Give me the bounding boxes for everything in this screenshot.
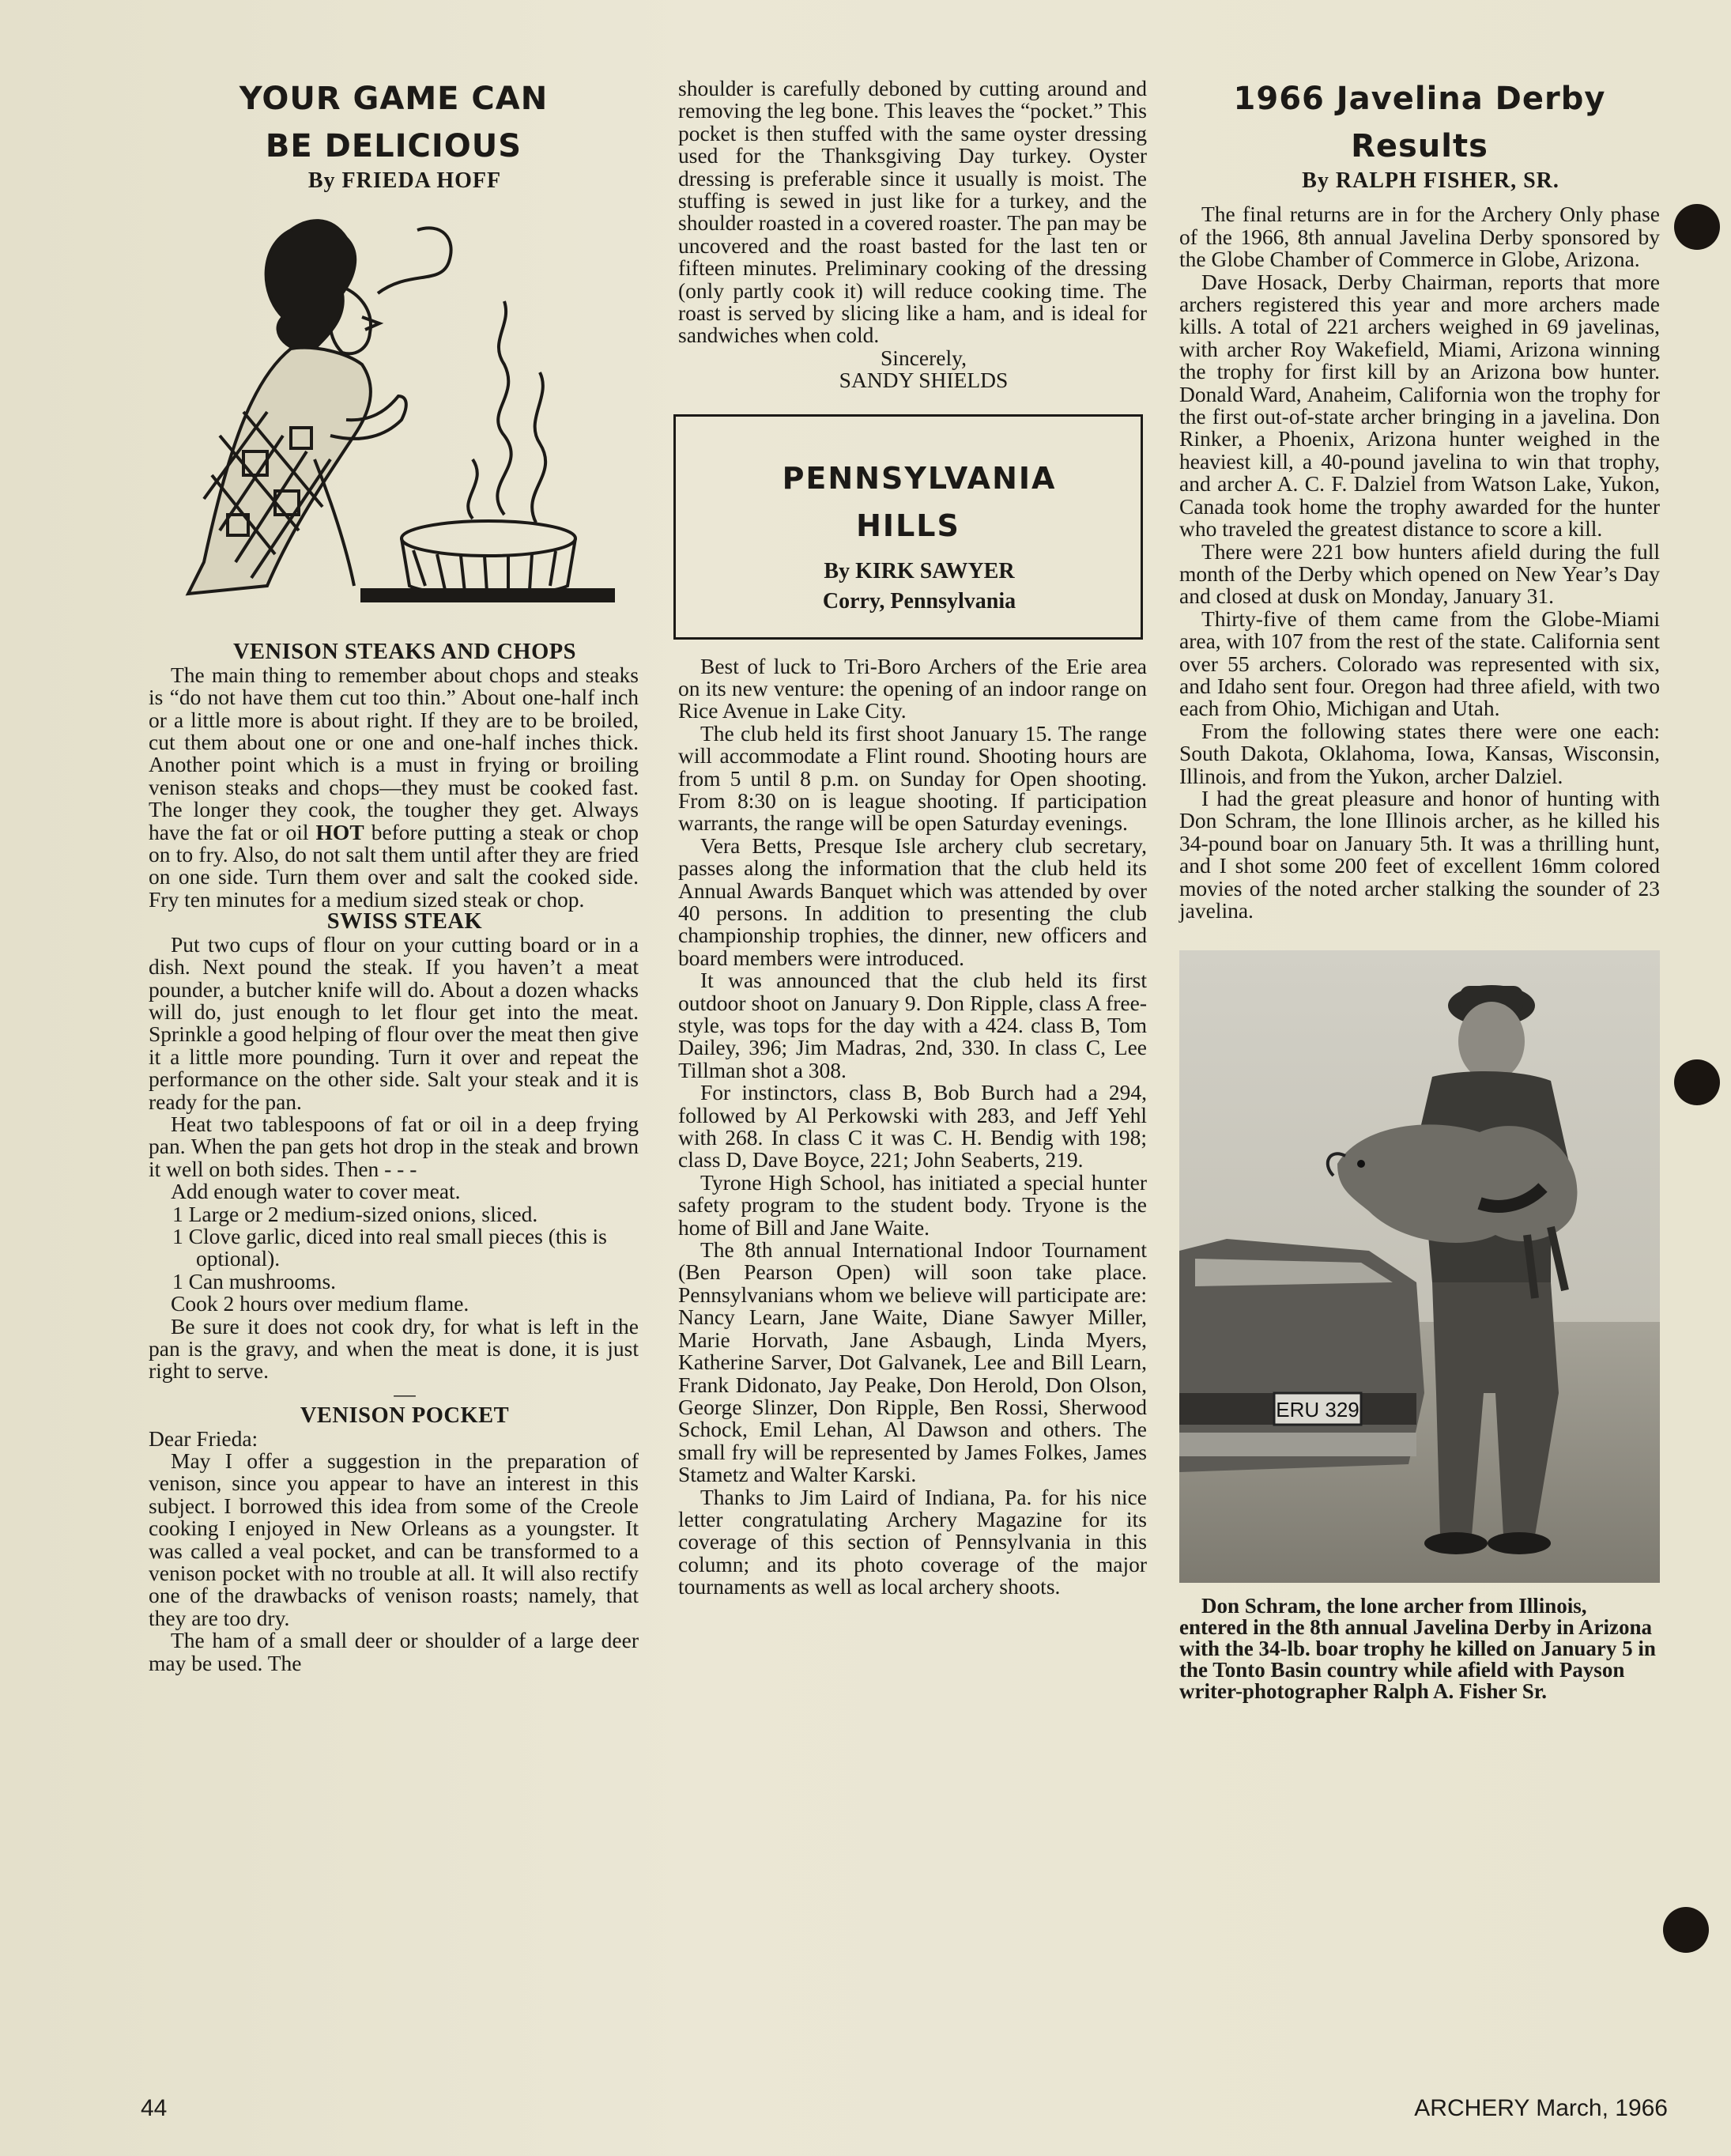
list-item: 1 Large or 2 medium-sized onions, sliced. <box>172 1201 538 1226</box>
swiss-steak-paragraph-1: Put two cups of flour on your cutting board or in a dish. Next pound the steak. If you haven’t a meat pounder, a butcher knife will do. About a dozen whacks will do, just enough to let flour get into the meat. Sprinkle a good helping of flour over the meat then give it a little more pounding. Turn it over and repeat the performance on the other side. Salt your steak and it is ready for the pan. <box>149 931 639 1114</box>
section-swiss-steak-title: SWISS STEAK <box>326 909 483 935</box>
column-right <box>1179 75 1660 1702</box>
woman-cooking-illustration <box>172 198 615 625</box>
hot-emphasis: HOT <box>315 819 364 844</box>
article1-headline <box>149 75 639 170</box>
article2-paragraph: It was announced that the club held its first outdoor shoot on January 9. Don Ripple, class A free-style, was tops for the day with a 424. class B, Tom Dailey, 396; Jim Madras, 2nd, 330. In class C, Lee Tillman shot a 308. <box>678 968 1147 1082</box>
license-plate-text: ERU 329 <box>1276 1398 1360 1422</box>
article3-paragraph: Thirty-five of them came from the Globe-Miami area, with 107 from the rest of the state. California sent over 55 archers. Colorado was represented with six, and Idaho sent four. Oregon had three afield, with two each from Ohio, Michigan and Utah. <box>1179 606 1660 721</box>
section-divider: — <box>394 1380 416 1406</box>
article3-headline <box>1179 75 1660 170</box>
letter-salutation: Dear Frieda: <box>149 1425 258 1451</box>
section-venison-steaks-title: VENISON STEAKS AND CHOPS <box>232 640 577 665</box>
list-item: 1 Can mushrooms. <box>172 1268 337 1293</box>
article3-byline: By RALPH FISHER, SR. <box>1302 168 1559 193</box>
article2-paragraph: Vera Betts, Presque Isle archery club secretary, passes along the information that the club held its Annual Awards Banquet which was attended by over 40 persons. In addition to presenting the club championship trophies, the dinner, new officers and board members were introduced. <box>678 833 1147 970</box>
article2-paragraph: Thanks to Jim Laird of Indiana, Pa. for his nice letter congratulating Archery Magazine for its coverage of this section of Pennsylvania in this column; and its photo coverage of the major tournaments as well as local archery shoots. <box>678 1484 1147 1599</box>
article2-paragraph: Best of luck to Tri-Boro Archers of the Erie area on its new venture: the opening of an indoor range on Rice Avenue in Lake City. <box>678 653 1147 723</box>
letter-signature: SANDY SHIELDS <box>839 368 1009 393</box>
article2-headline-line2: HILLS <box>856 508 960 543</box>
photo-caption: Don Schram, the lone archer from Illinois, entered in the 8th annual Javelina Derby in Arizona with the 34-lb. boar trophy he killed on January 5 in the Tonto Basin country while afield with Payson writer-photographer Ralph A. Fisher Sr. <box>1179 1594 1656 1704</box>
section-venison-pocket-title: VENISON POCKET <box>300 1403 510 1429</box>
article2-paragraph: For instinctors, class B, Bob Burch had a 294, followed by Al Perkowski with 283, and Jeff Yehl with 268. In class C it was C. H. Bendig with 198; class D, Dave Boyce, 221; John Seaberts, 219. <box>678 1080 1147 1172</box>
ingredient-list <box>149 1203 639 1293</box>
article2-paragraph: The 8th annual International Indoor Tournament (Ben Pearson Open) will soon take place. Pennsylvanians whom we believe will participate are: Nancy Learn, Jane Waite, Diane Sawyer Miller, Marie Horvath, Jane Asbaugh, Linda Myers, Katherine Sarver, Dot Galvanek, Lee and Bill Learn, Frank Didonato, Jay Peake, Don Herold, Don Olson, George Slinzer, Don Ripple, Ben Rossi, Sherwood Schock, Emil Lehan, Al Dawson and others. The small fry will be represented by James Folkes, James Stametz and Walter Karski. <box>678 1237 1147 1487</box>
article2-byline: By KIRK SAWYER <box>824 558 1015 583</box>
article3-headline-line2: Results <box>1351 128 1488 164</box>
article3-paragraph: Dave Hosack, Derby Chairman, reports that more archers registered this year and more archers made kills. A total of 221 archers weighed in 69 javelinas, with archer Roy Wakefield, Miami, Arizona winning the trophy for first kill by an Arizona bow hunter. Donald Ward, Anaheim, California won the trophy for the first out-of-state archer bringing in a javelina. Don Rinker, a Phoenix, Arizona hunter weighed in the heaviest kill, a 40-pound javelina to win that trophy, and archer A. C. F. Dalziel from Watson Lake, Yukon, Canada took home the trophy awarded for the hunter who traveled the greatest distance to score a kill. <box>1179 269 1660 542</box>
swiss-steak-paragraph-4: Cook 2 hours over medium flame. <box>171 1291 470 1316</box>
swiss-steak-paragraph-3: Add enough water to cover meat. <box>171 1179 461 1204</box>
letter-closing: Sincerely, <box>881 345 967 370</box>
article1-headline-line1: YOUR GAME CAN <box>239 81 549 117</box>
column-middle <box>678 77 1147 1599</box>
venison-pocket-paragraph-1: May I offer a suggestion in the preparation of venison, since you appear to have an interest in this subject. I borrowed this idea from some of the Creole cooking I enjoyed in New Orleans as a youngster. It was called a veal pocket, and can be transformed to a venison pocket with no trouble at all. It will also rectify one of the drawbacks of venison roasts; namely, that they are too dry. <box>149 1448 639 1630</box>
article2-paragraph: Tyrone High School, has initiated a special hunter safety program to the student body. Tryone is the home of Bill and Jane Waite. <box>678 1169 1147 1240</box>
archer-with-boar-photo <box>1179 950 1660 1583</box>
magazine-footer: ARCHERY March, 1966 <box>1414 2095 1668 2121</box>
article2-headline <box>676 455 1141 549</box>
swiss-steak-paragraph-5: Be sure it does not cook dry, for what is left in the pan is the gravy, and when the meat is done, it is just right to serve. <box>149 1313 639 1384</box>
article3-paragraph: From the following states there were one each: South Dakota, Oklahoma, Iowa, Kansas, Wisconsin, Illinois, and from the Yukon, archer Dalziel. <box>1179 718 1660 788</box>
venison-pocket-continued: shoulder is carefully deboned by cutting around and removing the leg bone. This leaves the “pocket.” This pocket is then stuffed with the same oyster dressing used for the Thanksgiving Day turkey. Oyster dressing is preferable since it usually is moist. The stuffing is sewed in just like for a turkey, and the shoulder roasted in a covered roaster. The pan may be uncovered and the roast basted for the last ten or fifteen minutes. Preliminary cooking of the dressing (only partly cook it) will reduce cooking time. The roast is served by slicing like a ham, and is ideal for sandwiches when cold. <box>678 76 1147 348</box>
article3-paragraph: There were 221 bow hunters afield during the full month of the Derby which opened on New Year’s Day and closed at dusk on Monday, January 31. <box>1179 538 1660 609</box>
section-venison-steaks-text: The main thing to remember about chops and steaks is “do not have them cut too thin.” About one-half inch or a little more is about right. If they are to be broiled, cut them about one or one and one-half inches thick. Another point which is a must in frying or broiling venison steaks and chops—they must be cooked fast. The longer they cook, the tougher they get. Always have the fat or oil HOT before putting a steak or chop on to fry. Also, do not salt them until after they are fried on one side. Turn them over and salt the cooked side. Fry ten minutes for a medium sized steak or chop. <box>149 662 639 912</box>
binder-hole-top <box>1674 204 1720 250</box>
article2-headline-line1: PENNSYLVANIA <box>782 460 1057 496</box>
article1-byline: By FRIEDA HOFF <box>307 168 502 193</box>
binder-hole-bottom <box>1663 1907 1709 1953</box>
venison-pocket-paragraph-2: The ham of a small deer or shoulder of a large deer may be used. The <box>149 1628 639 1675</box>
column-left <box>149 75 639 1675</box>
swiss-steak-paragraph-2: Heat two tablespoons of fat or oil in a deep frying pan. When the pan gets hot drop in the steak and brown it well on both sides. Then - - - <box>149 1111 639 1181</box>
article2-location: Corry, Pennsylvania <box>822 589 1016 614</box>
article2-title-box <box>673 414 1143 640</box>
article1-headline-line2: BE DELICIOUS <box>265 128 522 164</box>
article3-headline-line1: 1966 Javelina Derby <box>1233 81 1606 117</box>
article3-paragraph: I had the great pleasure and honor of hunting with Don Schram, the lone Illinois archer, as he killed his 34-pound boar on January 5th. It was a thrilling hunt, and I shot some 200 feet of excellent 16mm colored movies of the noted archer stalking the sounder of 23 javelina. <box>1179 785 1660 923</box>
list-item: 1 Clove garlic, diced into real small pieces (this is optional). <box>172 1223 607 1271</box>
article2-paragraph: The club held its first shoot January 15. The range will accommodate a Flint round. Shooting hours are from 5 until 8 p.m. on Sunday for Open shooting. From 8:30 on is league shooting. If participation warrants, the range will be open Saturday evenings. <box>678 720 1147 836</box>
page-number: 44 <box>141 2095 168 2121</box>
binder-hole-middle <box>1674 1059 1720 1105</box>
article3-paragraph: The final returns are in for the Archery Only phase of the 1966, 8th annual Javelina Derby sponsored by the Globe Chamber of Commerce in Globe, Arizona. <box>1179 202 1660 272</box>
